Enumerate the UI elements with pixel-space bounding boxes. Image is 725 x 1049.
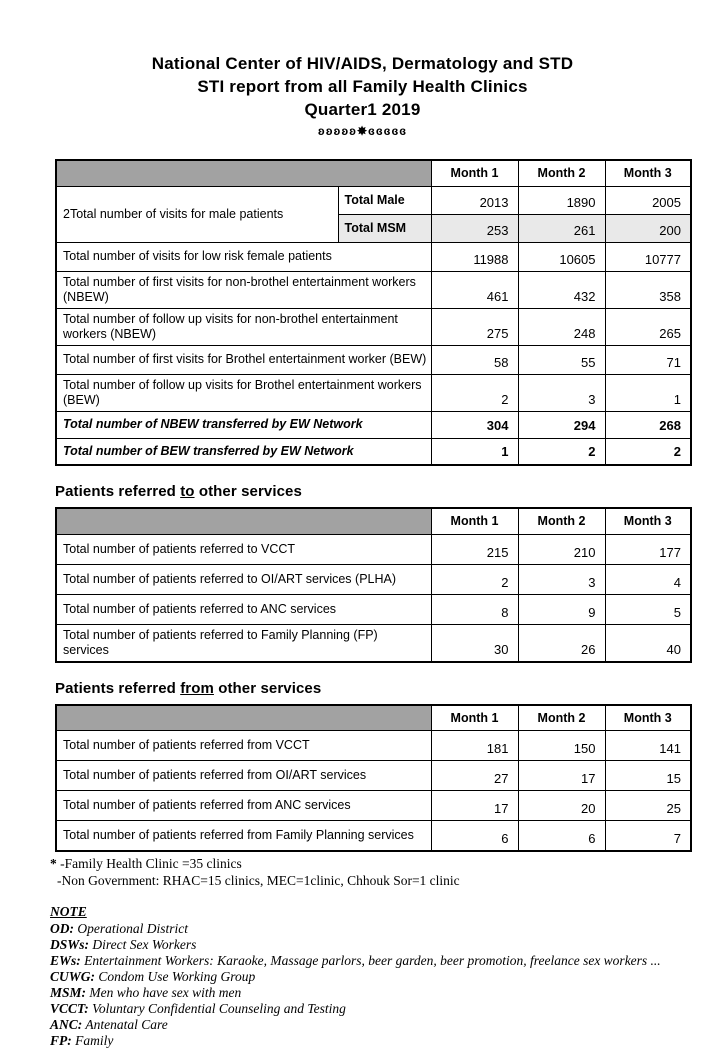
value-month-3: 268 xyxy=(605,411,691,438)
value-month-1: 304 xyxy=(431,411,518,438)
visits-table xyxy=(55,159,692,466)
note-item xyxy=(50,985,725,1001)
visits-table-header xyxy=(56,160,691,186)
note-item xyxy=(50,921,725,937)
abbreviation-term: FP: xyxy=(50,1032,72,1048)
header-spacer-cell xyxy=(56,508,431,534)
table-row xyxy=(56,308,691,345)
visits-table-body xyxy=(56,242,691,465)
table-row xyxy=(56,731,691,761)
value-month-2: 248 xyxy=(518,308,605,345)
value-month-1: 17 xyxy=(431,791,518,821)
row-label: Total number of NBEW transferred by EW Network xyxy=(56,411,431,438)
footnote-line-2 xyxy=(50,872,725,889)
value-month-2: 261 xyxy=(518,214,605,242)
value-month-3: 25 xyxy=(605,791,691,821)
value-month-2: 150 xyxy=(518,731,605,761)
value-month-1: 58 xyxy=(431,345,518,374)
row-label: Total number of patients referred from ANC services xyxy=(56,791,431,821)
header-row xyxy=(56,160,691,186)
referred-from-table-body xyxy=(56,731,691,851)
value-month-3: 141 xyxy=(605,731,691,761)
table-row xyxy=(56,761,691,791)
table-row-total-male xyxy=(56,186,691,214)
section-title-underlined-word: to xyxy=(180,483,195,500)
report-title-line-3: Quarter1 2019 xyxy=(304,100,421,119)
value-month-1: 8 xyxy=(431,594,518,624)
value-month-1: 253 xyxy=(431,214,518,242)
value-month-2: 1890 xyxy=(518,186,605,214)
table-row xyxy=(56,271,691,308)
referred-to-table xyxy=(55,507,692,663)
abbreviation-term: EWs: xyxy=(50,952,81,968)
value-month-3: 2 xyxy=(605,438,691,465)
asterisk: * xyxy=(50,855,57,871)
month-3-header: Month 3 xyxy=(605,160,691,186)
row-label: Total number of visits for low risk female patients xyxy=(56,242,431,271)
abbreviation-term: CUWG: xyxy=(50,968,96,984)
row-label: Total number of follow up visits for non-brothel entertainment workers (NBEW) xyxy=(56,308,431,345)
value-month-3: 40 xyxy=(605,624,691,662)
value-month-1: 27 xyxy=(431,761,518,791)
abbreviation-description: Family xyxy=(75,1032,114,1048)
note-block xyxy=(50,904,725,1049)
header-row xyxy=(56,508,691,534)
value-month-2: 55 xyxy=(518,345,605,374)
referred-to-table-header xyxy=(56,508,691,534)
row-label: Total number of patients referred from Family Planning services xyxy=(56,821,431,851)
month-1-header: Month 1 xyxy=(431,705,518,731)
value-month-1: 1 xyxy=(431,438,518,465)
referred-to-table-body xyxy=(56,534,691,662)
abbreviation-term: OD: xyxy=(50,920,74,936)
abbreviation-term: MSM: xyxy=(50,984,87,1000)
section-title-referred-from xyxy=(55,680,725,697)
section-title-post: other services xyxy=(194,483,302,500)
value-month-1: 181 xyxy=(431,731,518,761)
footnote xyxy=(50,855,725,889)
value-month-3: 358 xyxy=(605,271,691,308)
section-title-post: other services xyxy=(213,679,322,697)
value-month-3: 265 xyxy=(605,308,691,345)
month-2-header: Month 2 xyxy=(518,160,605,186)
abbreviation-description: Entertainment Workers: Karaoke, Massage parlors, beer garden, beer promotion, freelance sex workers ... xyxy=(84,952,661,968)
table-row xyxy=(56,821,691,851)
note-item xyxy=(50,969,725,985)
footnote-text: -Family Health Clinic =35 clinics xyxy=(60,855,242,871)
value-month-1: 30 xyxy=(431,624,518,662)
value-month-3: 71 xyxy=(605,345,691,374)
value-month-3: 5 xyxy=(605,594,691,624)
value-month-2: 294 xyxy=(518,411,605,438)
referred-from-table-header xyxy=(56,705,691,731)
row-label: Total number of first visits for Brothel entertainment worker (BEW) xyxy=(56,345,431,374)
value-month-2: 17 xyxy=(518,761,605,791)
table-row xyxy=(56,534,691,564)
value-month-3: 177 xyxy=(605,534,691,564)
value-month-3: 4 xyxy=(605,564,691,594)
value-month-1: 11988 xyxy=(431,242,518,271)
abbreviation-term: DSWs: xyxy=(50,936,90,952)
row-label: Total number of first visits for non-brothel entertainment workers (NBEW) xyxy=(56,271,431,308)
section-title-pre: Patients referred xyxy=(55,483,181,500)
value-month-3: 10777 xyxy=(605,242,691,271)
value-month-1: 275 xyxy=(431,308,518,345)
value-month-2: 6 xyxy=(518,821,605,851)
table-row xyxy=(56,374,691,411)
table-row xyxy=(56,791,691,821)
table-row xyxy=(56,345,691,374)
row-label: Total number of patients referred to OI/ART services (PLHA) xyxy=(56,564,431,594)
table-row xyxy=(56,438,691,465)
value-month-2: 2 xyxy=(518,438,605,465)
note-item xyxy=(50,937,725,953)
value-month-1: 2013 xyxy=(431,186,518,214)
value-month-2: 210 xyxy=(518,534,605,564)
abbreviation-description: Men who have sex with men xyxy=(89,984,242,1000)
month-2-header: Month 2 xyxy=(518,508,605,534)
row-label: Total number of patients referred to VCCT xyxy=(56,534,431,564)
footnote-text: -Non Government: RHAC=15 clinics, MEC=1clinic, Chhouk Sor=1 clinic xyxy=(57,872,460,888)
abbreviation-description: Direct Sex Workers xyxy=(92,936,197,952)
report-title-line-1: National Center of HIV/AIDS, Dermatology and STD xyxy=(151,54,574,73)
value-month-3: 1 xyxy=(605,374,691,411)
report-title-line-2: STI report from all Family Health Clinics xyxy=(197,77,528,96)
abbreviation-description: Voluntary Confidential Counseling and Testing xyxy=(92,1000,346,1016)
abbreviation-term: ANC: xyxy=(50,1016,83,1032)
row-label: Total number of patients referred from VCCT xyxy=(56,731,431,761)
row-label: Total number of patients referred to Family Planning (FP) services xyxy=(56,624,431,662)
table-row xyxy=(56,624,691,662)
row-label: Total number of patients referred from OI/ART services xyxy=(56,761,431,791)
note-item xyxy=(50,1033,725,1049)
row-label: Total number of BEW transferred by EW Network xyxy=(56,438,431,465)
value-month-1: 6 xyxy=(431,821,518,851)
row-sublabel: Total Male xyxy=(338,186,431,214)
male-visits-rows xyxy=(56,186,691,242)
table-row xyxy=(56,411,691,438)
abbreviation-description: Operational District xyxy=(77,920,188,936)
ornament-divider: ʚʚʚʚʚ✸ɞɞɞɞɞ xyxy=(317,124,408,138)
month-3-header: Month 3 xyxy=(605,705,691,731)
value-month-2: 3 xyxy=(518,374,605,411)
value-month-1: 2 xyxy=(431,564,518,594)
section-title-referred-to xyxy=(55,483,725,500)
value-month-2: 26 xyxy=(518,624,605,662)
value-month-1: 2 xyxy=(431,374,518,411)
value-month-2: 20 xyxy=(518,791,605,821)
note-item xyxy=(50,953,725,969)
row-label: Total number of patients referred to ANC services xyxy=(56,594,431,624)
value-month-2: 3 xyxy=(518,564,605,594)
month-1-header: Month 1 xyxy=(431,160,518,186)
value-month-1: 461 xyxy=(431,271,518,308)
month-1-header: Month 1 xyxy=(431,508,518,534)
referred-from-table xyxy=(55,704,692,852)
value-month-2: 9 xyxy=(518,594,605,624)
table-row xyxy=(56,564,691,594)
header-spacer-cell xyxy=(56,160,431,186)
abbreviation-term: VCCT: xyxy=(50,1000,89,1016)
value-month-3: 2005 xyxy=(605,186,691,214)
abbreviation-description: Condom Use Working Group xyxy=(98,968,256,984)
month-3-header: Month 3 xyxy=(605,508,691,534)
value-month-2: 432 xyxy=(518,271,605,308)
header-spacer-cell xyxy=(56,705,431,731)
value-month-2: 10605 xyxy=(518,242,605,271)
header-row xyxy=(56,705,691,731)
section-title-pre: Patients referred xyxy=(55,679,181,697)
section-title-underlined-word: from xyxy=(180,679,214,697)
row-label: 2Total number of visits for male patients xyxy=(56,186,338,242)
note-item xyxy=(50,1001,725,1017)
value-month-3: 200 xyxy=(605,214,691,242)
table-row xyxy=(56,242,691,271)
row-sublabel: Total MSM xyxy=(338,214,431,242)
report-title-block xyxy=(0,0,725,138)
row-label: Total number of follow up visits for Brothel entertainment workers (BEW) xyxy=(56,374,431,411)
month-2-header: Month 2 xyxy=(518,705,605,731)
note-heading: NOTE xyxy=(50,903,87,919)
abbreviation-description: Antenatal Care xyxy=(85,1016,168,1032)
note-items xyxy=(50,921,725,1049)
value-month-3: 15 xyxy=(605,761,691,791)
note-item xyxy=(50,1017,725,1033)
value-month-1: 215 xyxy=(431,534,518,564)
value-month-3: 7 xyxy=(605,821,691,851)
table-row xyxy=(56,594,691,624)
footnote-line-1 xyxy=(50,855,725,872)
